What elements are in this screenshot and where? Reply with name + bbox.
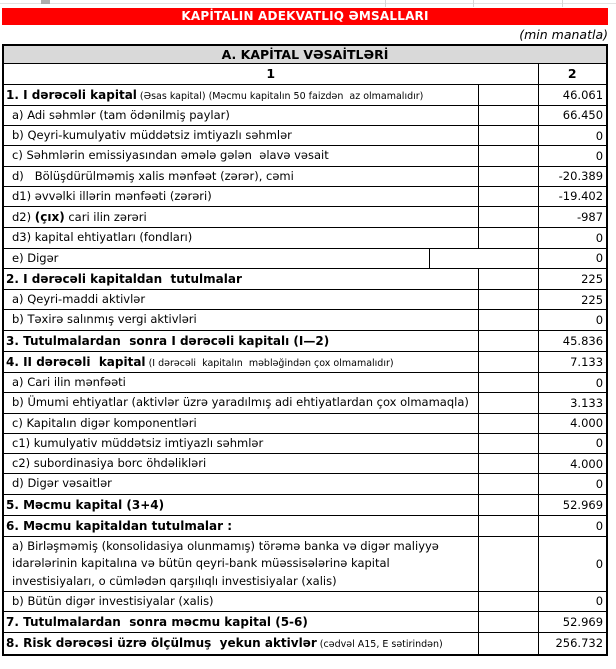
spacer-cell [478, 373, 538, 393]
col-header-2: 2 [538, 63, 607, 84]
row-value: 52.969 [538, 494, 607, 515]
spacer-cell [478, 351, 538, 372]
spacer-cell [478, 126, 538, 146]
col-header-1: 1 [3, 63, 538, 84]
row-value: 256.732 [538, 633, 607, 655]
spacer-cell [478, 146, 538, 166]
section-header: A. KAPİTAL VƏSAİTLƏRİ [3, 45, 607, 63]
clipped-cell-fragment [41, 0, 50, 4]
spacer-cell [478, 633, 538, 655]
row-label [3, 515, 478, 536]
row-label-segment: b) Təxirə salınmış vergi aktivləri [12, 312, 197, 327]
row-label [3, 474, 478, 494]
row-value: 45.836 [538, 330, 607, 351]
spacer-cell [478, 166, 538, 186]
table-row [3, 494, 607, 515]
row-label-segment: a) Cari ilin mənfəəti [12, 375, 126, 389]
row-label [3, 373, 478, 393]
row-label [3, 186, 478, 206]
row-label-segment: a) Birləşməmiş (konsolidasiya olunmamış) törəmə banka və digər maliyyə idarələrinin kapitalına və bütün qeyri-bank müəssisələrinə kapital investisiyaları, o cümlədən qarşılıqlı investisiyalar (xalis) [12, 539, 443, 588]
row-label-segment: b) Qeyri-kumulyativ müddətsiz imtiyazlı səhmlər [12, 128, 292, 142]
row-label-segment: d) Digər vəsaitlər [12, 476, 112, 491]
spacer-cell [478, 515, 538, 536]
row-label [3, 454, 478, 474]
row-label-segment: 2. I dərəcəli kapitaldan tutulmalar [6, 271, 242, 286]
row-label [3, 290, 478, 310]
spacer-cell [478, 228, 538, 248]
spacer-cell [478, 454, 538, 474]
row-label [3, 126, 478, 146]
row-value: 0 [538, 515, 607, 536]
top-grid-column-line [473, 0, 474, 7]
row-label [3, 330, 478, 351]
row-value: 0 [538, 228, 607, 248]
row-label-segment: 8. Risk dərəcəsi üzrə ölçülmuş yekun aktivlər [6, 636, 317, 651]
row-label [3, 166, 478, 186]
spacer-cell [478, 186, 538, 206]
row-label [3, 433, 478, 453]
row-value: 0 [538, 248, 607, 268]
table-row [3, 310, 607, 330]
row-label-segment: c1) kumulyativ müddətsiz imtiyazlı səhmlər [12, 435, 264, 450]
row-value: -987 [538, 207, 607, 228]
spacer-cell [478, 413, 538, 433]
row-label-segment: cari ilin zərəri [64, 210, 147, 224]
row-label-segment: (cədvəl A15, E sətirindən) [316, 639, 443, 651]
row-value: 225 [538, 268, 607, 289]
row-label-segment: 3. Tutulmalardan sonra I dərəcəli kapitalı (I—2) [6, 333, 330, 348]
table-row [3, 454, 607, 474]
table-row [3, 373, 607, 393]
row-label-segment: c) Kapitalın digər komponentləri [12, 415, 197, 430]
table-row [3, 268, 607, 289]
spacer-cell [478, 268, 538, 289]
row-value: 0 [538, 126, 607, 146]
table-row [3, 393, 607, 413]
unit-note: (min manatla) [519, 27, 608, 42]
row-label [3, 393, 478, 413]
row-value: 4.000 [538, 454, 607, 474]
row-value: 0 [538, 373, 607, 393]
table-row [3, 248, 607, 268]
row-value: 0 [538, 474, 607, 494]
row-label-segment: e) Digər [12, 250, 59, 265]
row-label [3, 537, 478, 592]
table-row [3, 126, 607, 146]
table-row [3, 351, 607, 372]
row-label [3, 207, 478, 228]
spacer-cell [478, 494, 538, 515]
table-row [3, 433, 607, 453]
table-row [3, 591, 607, 611]
row-label [3, 351, 478, 372]
row-value: -19.402 [538, 186, 607, 206]
top-grid-column-line [562, 0, 563, 7]
row-label [3, 591, 478, 611]
row-label [3, 268, 478, 289]
row-label-segment: b) Ümumi ehtiyatlar (aktivlər üzrə yaradılmış adi ehtiyatlardan çox olmamaqla) [12, 395, 469, 410]
row-label-segment: 7. Tutulmalardan sonra məcmu kapital (5-6) [6, 615, 308, 629]
row-label-segment: b) Bütün digər investisiyalar (xalis) [12, 593, 214, 608]
row-value: 4.000 [538, 413, 607, 433]
row-label [3, 105, 478, 125]
row-label [3, 310, 478, 330]
row-label [3, 494, 478, 515]
table-section-header-row [3, 45, 607, 63]
table-row [3, 186, 607, 206]
row-value: 225 [538, 290, 607, 310]
row-value: 0 [538, 591, 607, 611]
row-label-segment: d) Bölüşdürülməmiş xalis mənfəət (zərər), cəmi [12, 168, 294, 183]
spacer-cell [478, 290, 538, 310]
row-value: 46.061 [538, 84, 607, 105]
spacer-cell [478, 474, 538, 494]
table-row [3, 166, 607, 186]
table-row [3, 330, 607, 351]
row-label-segment: c) Səhmlərin emissiyasından əmələ gələn əlavə vəsait [12, 148, 329, 163]
row-label-segment: d2) [12, 210, 35, 224]
spacer-cell [478, 612, 538, 633]
row-value: 52.969 [538, 612, 607, 633]
row-label-segment: 1. I dərəcəli kapital [6, 87, 137, 102]
spacer-cell [478, 207, 538, 228]
row-label-segment: a) Adi səhmlər (tam ödənilmiş paylar) [12, 107, 230, 122]
top-gridline [0, 3, 616, 4]
row-value: 0 [538, 537, 607, 592]
table-row [3, 146, 607, 166]
row-label-segment: d3) kapital ehtiyatları (fondları) [12, 230, 193, 245]
table-row [3, 612, 607, 633]
row-label-segment: a) Qeyri-maddi aktivlər [12, 292, 146, 306]
row-value: 0 [538, 433, 607, 453]
spacer-cell [478, 393, 538, 413]
top-grid-column-line [385, 0, 386, 7]
row-label [3, 633, 478, 655]
row-value: 3.133 [538, 393, 607, 413]
row-label [3, 612, 478, 633]
row-label-segment: c2) subordinasiya borc öhdəlikləri [12, 456, 207, 470]
spacer-cell [478, 84, 538, 105]
spacer-cell [478, 310, 538, 330]
row-label-segment: 4. II dərəcəli kapital [6, 354, 146, 369]
row-label [3, 146, 478, 166]
spacer-cell [478, 433, 538, 453]
row-label [3, 248, 429, 268]
row-label-segment: (çıx) [34, 210, 65, 224]
row-label-segment: (Əsas kapital) (Məcmu kapitalın 50 faizdən az olmamalıdır) [136, 90, 424, 102]
row-value: 66.450 [538, 105, 607, 125]
row-value: -20.389 [538, 166, 607, 186]
spacer-cell [478, 591, 538, 611]
table-row [3, 413, 607, 433]
row-label-segment: (I dərəcəli kapitalın məbləğindən çox olmamalıdır) [145, 357, 394, 369]
spacer-cell [478, 105, 538, 125]
spacer-cell [478, 330, 538, 351]
spacer-cell [429, 248, 538, 268]
row-label-segment: 6. Məcmu kapitaldan tutulmalar : [6, 518, 233, 533]
column-header-row [3, 63, 607, 84]
table-row [3, 537, 607, 592]
table-row [3, 290, 607, 310]
row-label [3, 228, 478, 248]
spacer-cell [478, 537, 538, 592]
table-row [3, 515, 607, 536]
table-row [3, 84, 607, 105]
row-label-segment: 5. Məcmu kapital (3+4) [6, 497, 165, 512]
row-value: 0 [538, 146, 607, 166]
row-label [3, 84, 478, 105]
table-row [3, 474, 607, 494]
capital-adequacy-table [2, 44, 608, 656]
row-value: 7.133 [538, 351, 607, 372]
table-row [3, 105, 607, 125]
row-value: 0 [538, 310, 607, 330]
row-label [3, 413, 478, 433]
report-title-banner: KAPİTALIN ADEKVATLIQ ƏMSALLARI [2, 8, 608, 25]
row-label-segment: d1) əvvəlki illərin mənfəəti (zərəri) [12, 188, 212, 203]
table-row [3, 207, 607, 228]
table-row [3, 633, 607, 655]
table-row [3, 228, 607, 248]
